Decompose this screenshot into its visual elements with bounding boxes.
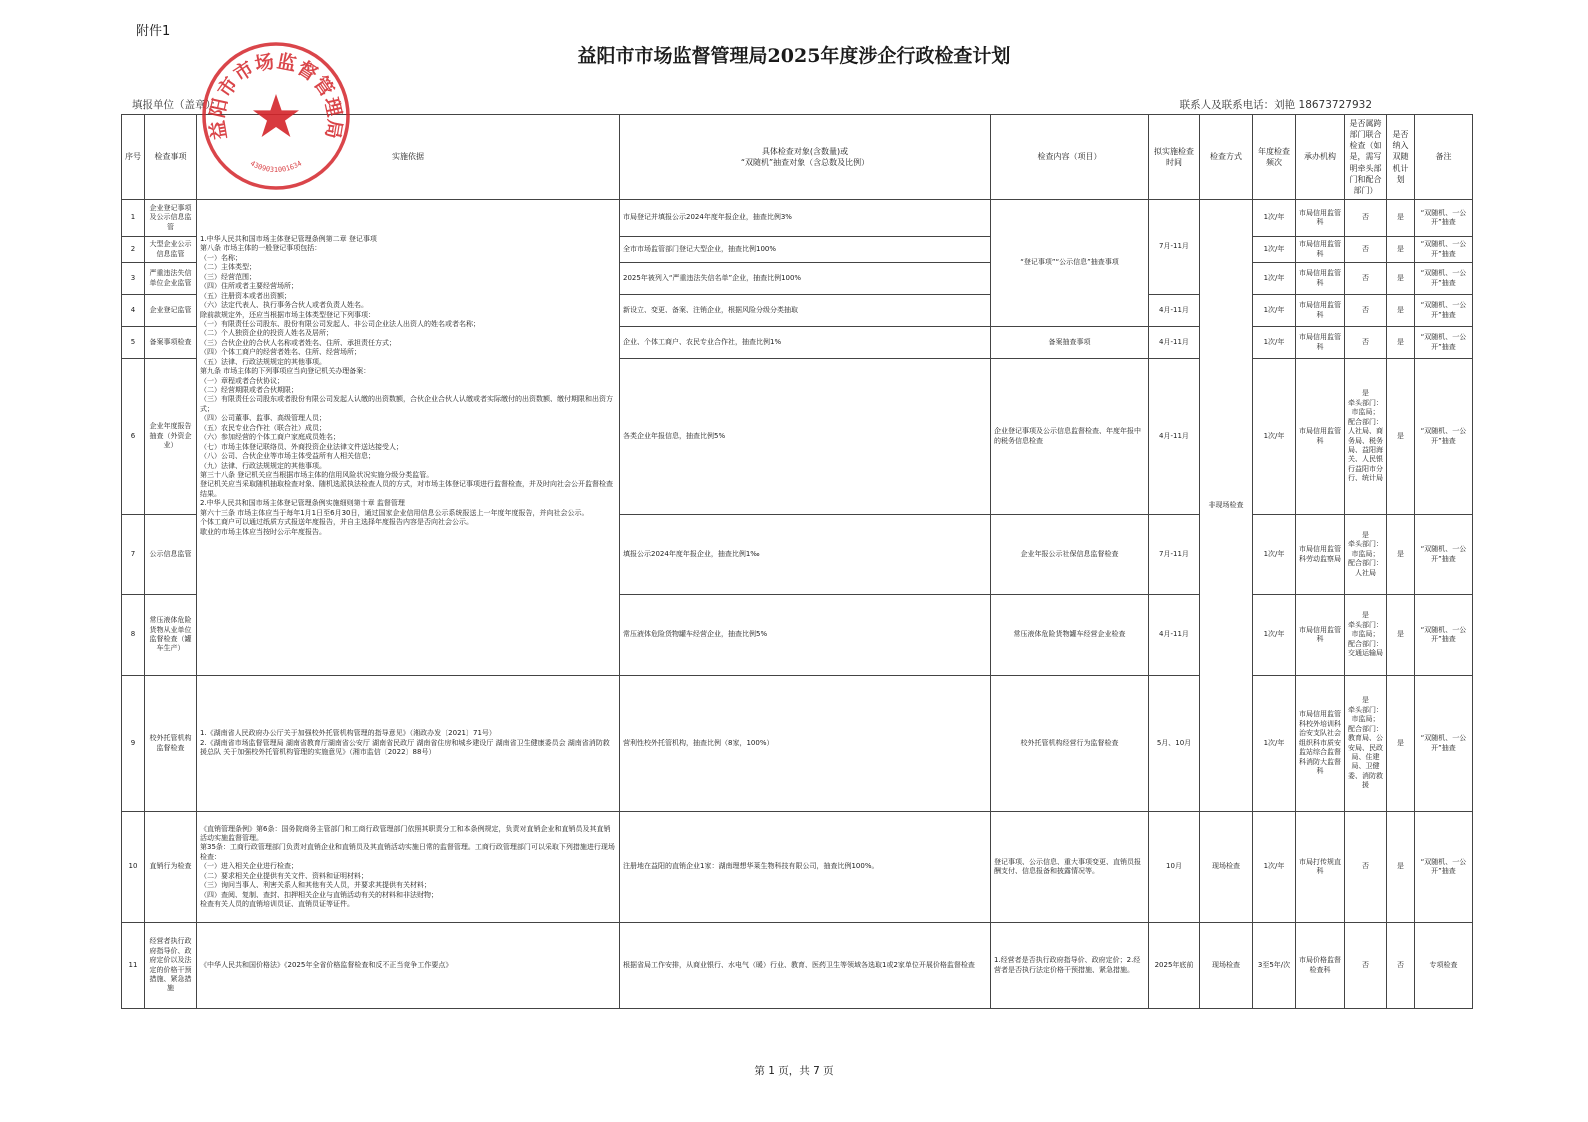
cell-item: 经营者执行政府指导价、政府定价以及法定的价格干预措施、紧急措施 xyxy=(145,923,197,1009)
cell-remark: “双随机、一公开”抽查 xyxy=(1415,359,1473,515)
cell-content: 登记事项、公示信息、重大事项变更、直销员报酬支付、信息报备和披露情况等。 xyxy=(991,812,1149,923)
cell-basis: 1.《湖南省人民政府办公厅关于加强校外托管机构管理的指导意见》（湘政办发〔2021〕71号） 2.《湖南省市场监督管理局 湖南省教育厅湖南省公安厅 湖南省民政厅 湖南省住房和城乡建设厅 湖南省卫生健康委员会 湖南省消防救援总队 关于加强校外托管机构管理的实施意见》（湘市监信〔2022〕88号） xyxy=(197,676,620,812)
cell-time: 2025年底前 xyxy=(1149,923,1200,1009)
seal-name-text: 益阳市市场监督管理局 xyxy=(206,50,346,142)
col-header-org: 承办机构 xyxy=(1296,115,1345,200)
cell-time: 5月、10月 xyxy=(1149,676,1200,812)
cell-joint: 否 xyxy=(1345,237,1387,263)
cell-objects: 注册地在益阳的直销企业1家：湖南理想华莱生物科技有限公司，抽查比例100%。 xyxy=(620,812,991,923)
cell-objects: 企业、个体工商户、农民专业合作社，抽查比例1% xyxy=(620,327,991,359)
col-header-freq: 年度检查频次 xyxy=(1253,115,1296,200)
cell-freq: 3至5年/次 xyxy=(1253,923,1296,1009)
cell-item: 直销行为检查 xyxy=(145,812,197,923)
cell-org: 市局价格监督检查科 xyxy=(1296,923,1345,1009)
cell-joint: 是 牵头部门：市监局； 配合部门：交通运输局 xyxy=(1345,595,1387,676)
cell-no: 6 xyxy=(122,359,145,515)
cell-objects: 营利性校外托管机构，抽查比例（8家，100%） xyxy=(620,676,991,812)
cell-remark: “双随机、一公开”抽查 xyxy=(1415,295,1473,327)
cell-objects: 根据省局工作安排，从商业银行、水电气（暖）行业、教育、医药卫生等领域各选取1或2家单位开展价格监督检查 xyxy=(620,923,991,1009)
cell-objects: 市局登记并填报公示2024年度年报企业，抽查比例3% xyxy=(620,200,991,237)
cell-no: 8 xyxy=(122,595,145,676)
col-header-no: 序号 xyxy=(122,115,145,200)
cell-org: 市局信用监管科 xyxy=(1296,237,1345,263)
cell-remark: “双随机、一公开”抽查 xyxy=(1415,812,1473,923)
cell-objects: 新设立、变更、备案、注销企业，根据风险分级分类抽取 xyxy=(620,295,991,327)
cell-item: 常压液体危险货物从业单位监督检查（罐车生产） xyxy=(145,595,197,676)
col-header-content: 检查内容（项目） xyxy=(991,115,1149,200)
col-header-method: 检查方式 xyxy=(1200,115,1253,200)
cell-freq: 1次/年 xyxy=(1253,295,1296,327)
cell-basis: 《直销管理条例》第6条：国务院商务主管部门和工商行政管理部门依照其职责分工和本条例规定，负责对直销企业和直销员及其直销活动实施监督管理。 第35条：工商行政管理部门负责对直销企业和直销员及其直销活动实施日常的监督管理。工商行政管理部门可以采取下列措施进行现场检查： （一）进入相关企业进行检查； （二）要求相关企业提供有关文件、资料和证明材料； （三）询问当事人、利害关系人和其他有关人员，并要求其提供有关材料； （四）查阅、复制、查封、扣押相关企业与直销活动有关的材料和非法财物； 检查有关人员的直销培训员证、直销员证等证件。 xyxy=(197,812,620,923)
attachment-label: 附件1 xyxy=(136,24,171,39)
cell-org: 市局信用监管科 xyxy=(1296,327,1345,359)
cell-org: 市局信用监管科校外培训科治安支队社会组织科市质安监站综合监督科消防大监督科 xyxy=(1296,676,1345,812)
cell-freq: 1次/年 xyxy=(1253,200,1296,237)
cell-content: 1.经营者是否执行政府指导价、政府定价；2.经营者是否执行法定价格干预措施、紧急措施。 xyxy=(991,923,1149,1009)
cell-content: 常压液体危险货物罐车经营企业检查 xyxy=(991,595,1149,676)
cell-objects: 2025年被列入“严重违法失信名单”企业，抽查比例100% xyxy=(620,263,991,295)
cell-random: 是 xyxy=(1387,515,1415,595)
col-header-item: 检查事项 xyxy=(145,115,197,200)
cell-no: 7 xyxy=(122,515,145,595)
cell-no: 2 xyxy=(122,237,145,263)
cell-remark: “双随机、一公开”抽查 xyxy=(1415,327,1473,359)
cell-joint: 是 牵头部门：市监局； 配合部门：教育局、公安局、民政局、住建局、卫健委、消防救援 xyxy=(1345,676,1387,812)
cell-random: 是 xyxy=(1387,595,1415,676)
cell-objects: 填报公示2024年度年报企业，抽查比例1‰ xyxy=(620,515,991,595)
cell-no: 3 xyxy=(122,263,145,295)
cell-freq: 1次/年 xyxy=(1253,359,1296,515)
cell-objects: 各类企业年报信息，抽查比例5% xyxy=(620,359,991,515)
table-row xyxy=(122,923,1473,1009)
cell-freq: 1次/年 xyxy=(1253,237,1296,263)
cell-org: 市局打传规直科 xyxy=(1296,812,1345,923)
table-row xyxy=(122,812,1473,923)
cell-org: 市局信用监管科 xyxy=(1296,359,1345,515)
cell-no: 5 xyxy=(122,327,145,359)
cell-remark: “双随机、一公开”抽查 xyxy=(1415,595,1473,676)
cell-freq: 1次/年 xyxy=(1253,595,1296,676)
cell-random: 是 xyxy=(1387,200,1415,237)
col-header-joint: 是否属跨部门联合检查（如是，需写明牵头部门和配合部门） xyxy=(1345,115,1387,200)
cell-random: 否 xyxy=(1387,923,1415,1009)
cell-no: 10 xyxy=(122,812,145,923)
cell-time: 7月-11月 xyxy=(1149,515,1200,595)
cell-item: 校外托管机构监督检查 xyxy=(145,676,197,812)
cell-joint: 是 牵头部门：市监局； 配合部门：人社局 xyxy=(1345,515,1387,595)
cell-org: 市局信用监管科 xyxy=(1296,595,1345,676)
cell-method: 现场检查 xyxy=(1200,923,1253,1009)
cell-no: 9 xyxy=(122,676,145,812)
cell-freq: 1次/年 xyxy=(1253,515,1296,595)
table-header-row xyxy=(122,115,1473,200)
cell-content: 企业年报公示社保信息监督检查 xyxy=(991,515,1149,595)
cell-method-shared: 非现场检查 xyxy=(1200,200,1253,812)
cell-item: 企业登记事项及公示信息监管 xyxy=(145,200,197,237)
cell-item: 企业登记监管 xyxy=(145,295,197,327)
page-title: 益阳市市场监督管理局2025年度涉企行政检查计划 xyxy=(577,45,1011,67)
cell-random: 是 xyxy=(1387,812,1415,923)
cell-joint: 是 牵头部门：市监局； 配合部门：人社局、商务局、税务局、益阳海关、人民银行益阳市分行、统计局 xyxy=(1345,359,1387,515)
cell-org: 市局信用监管科 xyxy=(1296,263,1345,295)
cell-content: 校外托管机构经营行为监督检查 xyxy=(991,676,1149,812)
page-number: 第 1 页，共 7 页 xyxy=(754,1065,834,1077)
cell-random: 是 xyxy=(1387,295,1415,327)
cell-freq: 1次/年 xyxy=(1253,676,1296,812)
table-row xyxy=(122,200,1473,237)
col-header-basis: 实施依据 xyxy=(197,115,620,200)
col-header-remark: 备注 xyxy=(1415,115,1473,200)
col-header-objects: 具体检查对象(含数量)或 “双随机”抽查对象（含总数及比例） xyxy=(620,115,991,200)
cell-random: 是 xyxy=(1387,327,1415,359)
cell-remark: “双随机、一公开”抽查 xyxy=(1415,263,1473,295)
cell-joint: 否 xyxy=(1345,812,1387,923)
cell-method: 现场检查 xyxy=(1200,812,1253,923)
cell-item: 大型企业公示信息监管 xyxy=(145,237,197,263)
unit-label: 填报单位（盖章）： xyxy=(132,99,222,111)
cell-org: 市局信用监管科 xyxy=(1296,200,1345,237)
cell-remark: “双随机、一公开”抽查 xyxy=(1415,515,1473,595)
cell-joint: 否 xyxy=(1345,200,1387,237)
cell-basis-shared: 1.中华人民共和国市场主体登记管理条例第二章 登记事项 第八条 市场主体的一般登记事项包括： （一）名称； （二）主体类型； （三）经营范围； （四）住所或者主要经营场所； （五）注册资本或者出资额； （六）法定代表人、执行事务合伙人或者负责人姓名。 除前款规定外，还应当根据市场主体类型登记下列事项： （一）有限责任公司股东、股份有限公司发起人、非公司企业法人出资人的姓名或者名称； （二）个人独资企业的投资人姓名及居所； （三）合伙企业的合伙人名称或者姓名、住所、承担责任方式； （四）个体工商户的经营者姓名、住所、经营场所； （五）法律、行政法规规定的其他事项。 第九条 市场主体的下列事项应当向登记机关办理备案： （一）章程或者合伙协议； （二）经营期限或者合伙期限； （三）有限责任公司股东或者股份有限公司发起人认缴的出资数额，合伙企业合伙人认缴或者实际缴付的出资数额、缴付期限和出资方式； （四）公司董事、监事、高级管理人员； （五）农民专业合作社（联合社）成员； （六）参加经营的个体工商户家庭成员姓名； （七）市场主体登记联络员、外商投资企业法律文件送达接受人； （八）公司、合伙企业等市场主体受益所有人相关信息； （九）法律、行政法规规定的其他事项。 第三十八条 登记机关应当根据市场主体的信用风险状况实施分级分类监管。 登记机关应当采取随机抽取检查对象、随机选派执法检查人员的方式，对市场主体登记事项进行监督检查，并及时向社会公开监督检查结果。 2.中华人民共和国市场主体登记管理条例实施细则第十章 监督管理 第六十三条 市场主体应当于每年1月1日至6月30日，通过国家企业信用信息公示系统报送上一年度年度报告，并向社会公示。 个体工商户可以通过纸质方式报送年度报告，并自主选择年度报告内容是否向社会公示。 歇业的市场主体应当按时公示年度报告。 xyxy=(197,200,620,676)
cell-item: 企业年度报告抽查（外资企业） xyxy=(145,359,197,515)
cell-joint: 否 xyxy=(1345,295,1387,327)
cell-content: 企业登记事项及公示信息监督检查、年度年报中的税务信息检查 xyxy=(991,359,1149,515)
cell-freq: 1次/年 xyxy=(1253,327,1296,359)
cell-no: 1 xyxy=(122,200,145,237)
cell-no: 4 xyxy=(122,295,145,327)
cell-time-shared: 7月-11月 xyxy=(1149,200,1200,295)
cell-no: 11 xyxy=(122,923,145,1009)
cell-freq: 1次/年 xyxy=(1253,263,1296,295)
cell-remark: “双随机、一公开”抽查 xyxy=(1415,237,1473,263)
inspection-plan-table xyxy=(121,114,1473,1009)
col-header-time: 拟实施检查时间 xyxy=(1149,115,1200,200)
cell-objects: 常压液体危险货物罐车经营企业，抽查比例5% xyxy=(620,595,991,676)
col-header-random: 是否纳入双随机计划 xyxy=(1387,115,1415,200)
cell-item: 备案事项检查 xyxy=(145,327,197,359)
cell-org: 市局信用监管科 xyxy=(1296,295,1345,327)
cell-random: 是 xyxy=(1387,237,1415,263)
cell-time: 4月-11月 xyxy=(1149,595,1200,676)
cell-basis: 《中华人民共和国价格法》《2025年全省价格监督检查和反不正当竞争工作要点》 xyxy=(197,923,620,1009)
cell-freq: 1次/年 xyxy=(1253,812,1296,923)
cell-time: 4月-11月 xyxy=(1149,295,1200,327)
cell-joint: 否 xyxy=(1345,923,1387,1009)
cell-joint: 否 xyxy=(1345,263,1387,295)
cell-random: 是 xyxy=(1387,263,1415,295)
cell-item: 严重违法失信单位企业监管 xyxy=(145,263,197,295)
cell-random: 是 xyxy=(1387,359,1415,515)
contact-info: 联系人及联系电话：刘艳 18673727932 xyxy=(1179,99,1372,111)
cell-content-shared: “登记事项”“公示信息”抽查事项 xyxy=(991,200,1149,327)
cell-time: 10月 xyxy=(1149,812,1200,923)
cell-item: 公示信息监管 xyxy=(145,515,197,595)
cell-remark: “双随机、一公开”抽查 xyxy=(1415,676,1473,812)
cell-joint: 否 xyxy=(1345,327,1387,359)
cell-org: 市局信用监管科劳动监察局 xyxy=(1296,515,1345,595)
cell-objects: 全市市场监管部门登记大型企业，抽查比例100% xyxy=(620,237,991,263)
cell-random: 是 xyxy=(1387,676,1415,812)
cell-content: 备案抽查事项 xyxy=(991,327,1149,359)
cell-remark: “双随机、一公开”抽查 xyxy=(1415,200,1473,237)
cell-time: 4月-11月 xyxy=(1149,359,1200,515)
seal-code-text: 4309031001634 xyxy=(248,159,304,174)
cell-time: 4月-11月 xyxy=(1149,327,1200,359)
cell-remark: 专项检查 xyxy=(1415,923,1473,1009)
table-row xyxy=(122,676,1473,812)
